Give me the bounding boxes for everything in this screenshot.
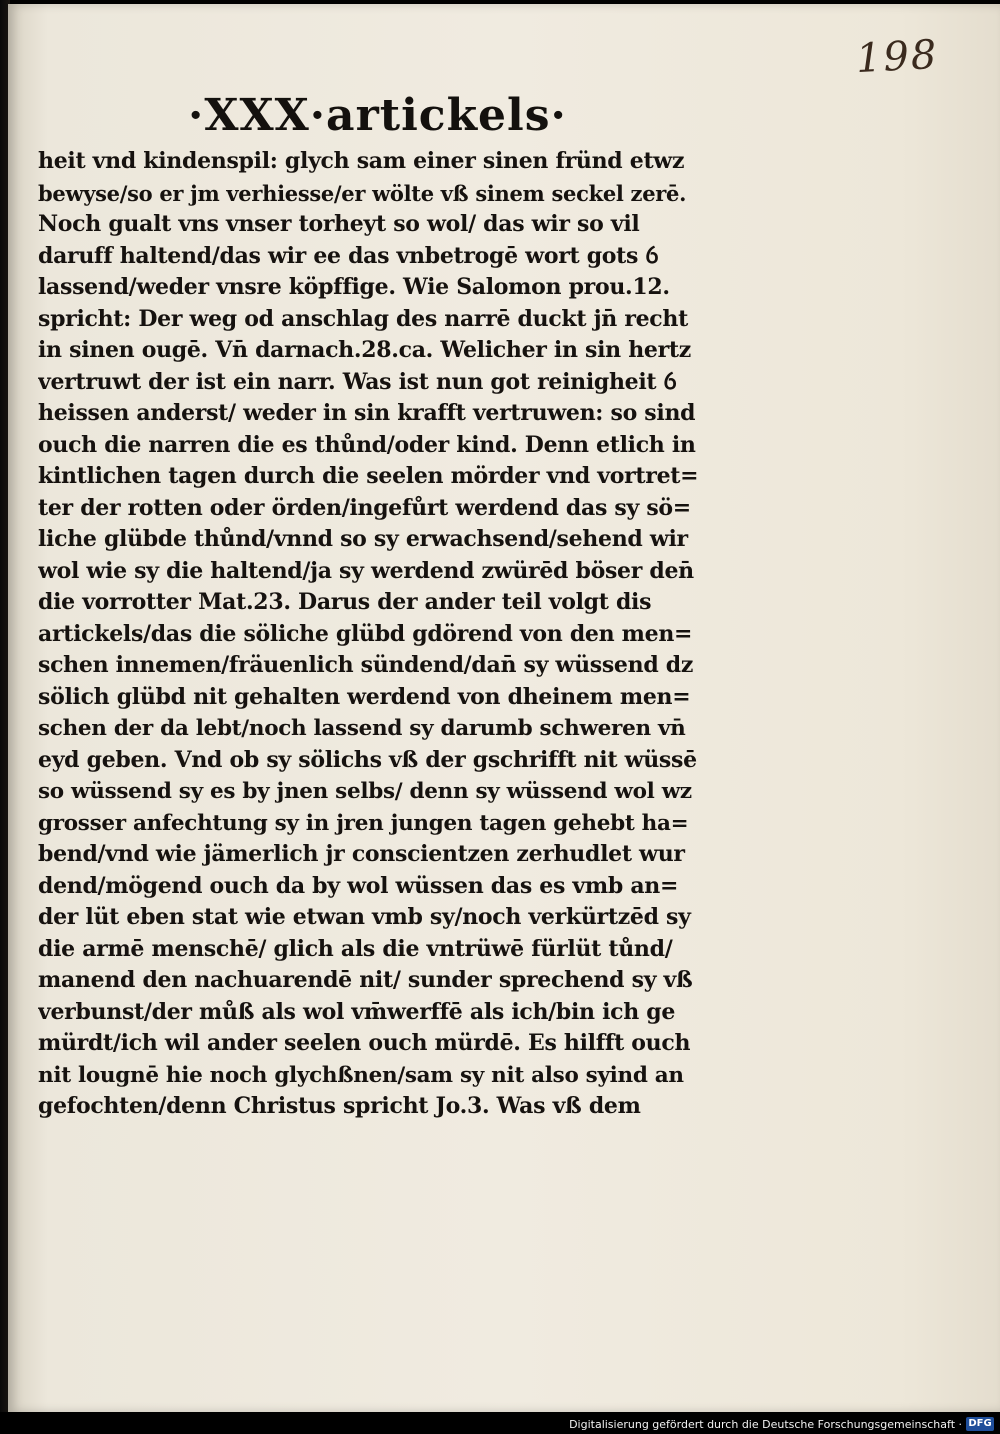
text-line: spricht: Der weg od anschlag des narrē duckt jn̄ recht bbox=[38, 305, 688, 332]
text-line: grosser anfechtung sy in jren jungen tagen gehebt ha= bbox=[38, 810, 689, 836]
text-line: kintlichen tagen durch die seelen mörder vnd vortret= bbox=[38, 463, 698, 489]
text-line: daruff haltend/das wir ee das vnbetrogē wort gots ỽ bbox=[38, 242, 659, 269]
footer-bar bbox=[0, 1412, 1000, 1434]
text-line: schen innemen/fräuenlich sündend/dan̄ sy wüssend dz bbox=[38, 652, 694, 678]
text-line: manend den nachuarendē nit/ sunder sprechend sy vß bbox=[38, 967, 693, 993]
text-line: lassend/weder vnsre köpffige. Wie Salomon prou.12. bbox=[38, 274, 670, 300]
text-line: sölich glübd nit gehalten werdend von dheinem men= bbox=[38, 683, 691, 710]
text-line: bend/vnd wie jämerlich jr conscientzen zerhudlet wur bbox=[38, 841, 685, 867]
text-line: heissen anderst/ weder in sin krafft vertruwen: so sind bbox=[38, 400, 696, 426]
scanned-page bbox=[8, 4, 1000, 1412]
text-line: die vorrotter Mat.23. Darus der ander teil volgt dis bbox=[38, 589, 652, 615]
text-line: verbunst/der můß als wol vm̄werffē als ich/bin ich ge bbox=[38, 998, 676, 1025]
text-line: bewyse/so er jm verhiesse/er wölte vß sinem seckel zerē. bbox=[38, 180, 687, 206]
text-line: nit lougnē hie noch glychßnen/sam sy nit also syind an bbox=[38, 1062, 684, 1088]
text-line: der lüt eben stat wie etwan vmb sy/noch verkürtzēd sy bbox=[38, 904, 691, 930]
body-text bbox=[38, 146, 698, 1123]
text-line: so wüssend sy es by jnen selbs/ denn sy wüssend wol wz bbox=[38, 779, 692, 804]
folio-number: 198 bbox=[854, 31, 940, 83]
text-line: ouch die narren die es thůnd/oder kind. Denn etlich in bbox=[38, 431, 696, 458]
text-line: wol wie sy die haltend/ja sy werdend zwürēd böser den̄ bbox=[38, 557, 694, 584]
text-line: vertruwt der ist ein narr. Was ist nun got reinigheit ỽ bbox=[38, 368, 677, 395]
dfg-credit-text: Digitalisierung gefördert durch die Deutsche Forschungsgemeinschaft · bbox=[569, 1418, 962, 1431]
text-line: die armē menschē/ glich als die vntrüwē fürlüt tůnd/ bbox=[38, 935, 673, 962]
text-line: eyd geben. Vnd ob sy sölichs vß der gschrifft nit wüssē bbox=[38, 746, 697, 773]
text-line: artickels/das die söliche glübd gdörend von den men= bbox=[38, 620, 693, 647]
text-line: mürdt/ich wil ander seelen ouch mürdē. Es hilfft ouch bbox=[38, 1030, 691, 1056]
dfg-logo-icon: DFG bbox=[966, 1417, 994, 1431]
text-line: gefochten/denn Christus spricht Jo.3. Was vß dem bbox=[38, 1093, 641, 1119]
text-line: schen der da lebt/noch lassend sy darumb schweren vn̄ bbox=[38, 716, 686, 741]
text-line: liche glübde thůnd/vnnd so sy erwachsend/sehend wir bbox=[38, 526, 688, 552]
text-line: Noch gualt vns vnser torheyt so wol/ das wir so vil bbox=[38, 211, 640, 237]
running-head: ·XXX·artickels· bbox=[188, 90, 567, 141]
text-line: ter der rotten oder örden/ingefůrt werdend das sy sö= bbox=[38, 494, 691, 521]
text-line: in sinen ougē. Vn̄ darnach.28.ca. Welicher in sin hertz bbox=[38, 337, 691, 363]
text-line: dend/mögend ouch da by wol wüssen das es vmb an= bbox=[38, 872, 679, 899]
text-line: heit vnd kindenspil: glych sam einer sinen fründ etwz bbox=[38, 148, 685, 174]
